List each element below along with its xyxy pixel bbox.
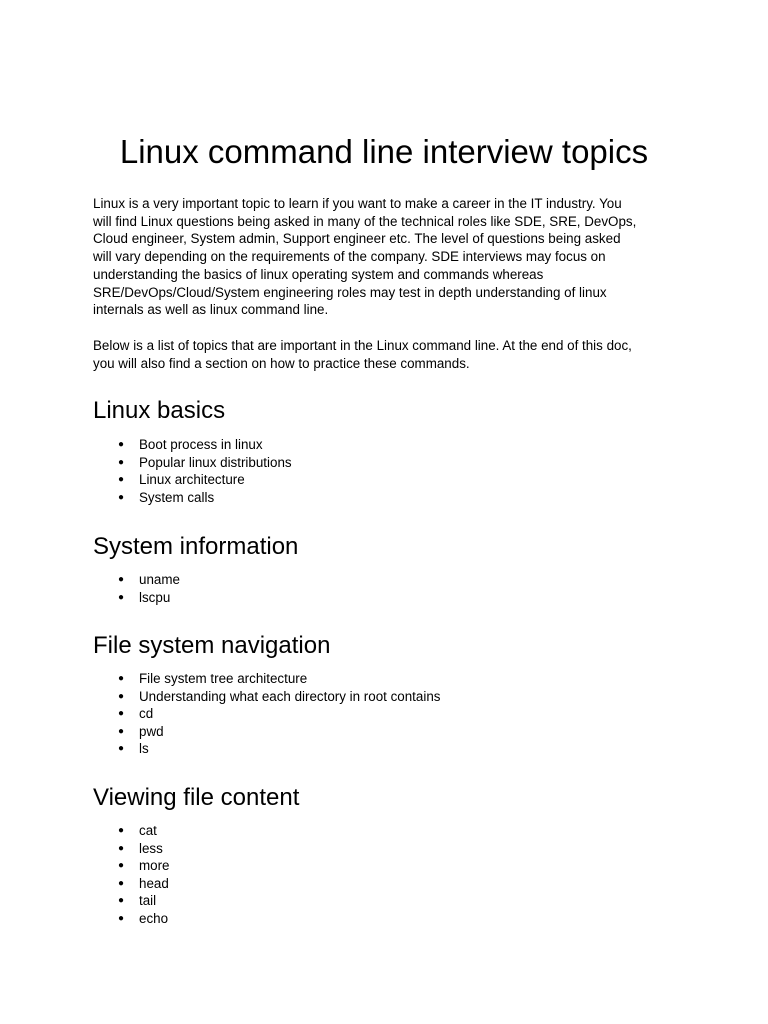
intro-paragraph xyxy=(93,195,683,319)
list-item xyxy=(93,705,440,723)
section-list-file-system-navigation xyxy=(93,670,440,758)
list-item-label: uname xyxy=(139,572,180,587)
list-item xyxy=(93,436,292,454)
bullet-icon: ● xyxy=(117,673,125,684)
list-item-label: lscpu xyxy=(139,589,171,605)
list-item xyxy=(93,688,440,706)
intro-line: Cloud engineer, System admin, Support engineer etc. The level of questions being asked xyxy=(93,231,621,247)
list-item xyxy=(93,571,180,589)
section-list-viewing-file-content xyxy=(93,822,170,928)
bullet-icon: ● xyxy=(117,877,125,889)
bullet-icon: ● xyxy=(117,895,125,907)
intro-line: understanding the basics of linux operating system and commands whereas xyxy=(93,266,544,282)
list-item-label: less xyxy=(139,840,163,856)
list-item xyxy=(93,454,292,472)
bullet-icon: ● xyxy=(117,743,125,755)
list-item-label: Understanding what each directory in root contains xyxy=(139,688,441,704)
list-item xyxy=(93,740,440,758)
bullet-icon: ● xyxy=(117,491,125,503)
bullet-icon: ● xyxy=(117,842,125,854)
list-item-label: echo xyxy=(139,910,169,926)
bullet-icon: ● xyxy=(117,456,125,468)
note-line: you will also find a section on how to practice these commands. xyxy=(93,355,470,371)
list-item-label: File system tree architecture xyxy=(139,671,308,686)
list-item-label: Linux architecture xyxy=(139,472,245,488)
list-item-label: head xyxy=(139,875,169,891)
list-item xyxy=(93,723,440,741)
list-item xyxy=(93,489,292,507)
list-item xyxy=(93,892,170,910)
list-item-label: Boot process in linux xyxy=(139,437,263,452)
list-item-label: cat xyxy=(139,823,157,838)
section-heading-viewing-file-content: Viewing file content xyxy=(93,784,300,811)
bullet-icon: ● xyxy=(117,474,125,486)
bullet-icon: ● xyxy=(117,690,125,702)
section-list-system-information xyxy=(93,571,180,606)
section-heading-system-information: System information xyxy=(93,533,299,560)
topics-note-paragraph xyxy=(93,337,683,372)
list-item-label: ls xyxy=(139,741,149,757)
section-list-linux-basics xyxy=(93,436,292,506)
list-item-label: more xyxy=(139,858,170,874)
intro-line: internals as well as linux command line. xyxy=(93,302,329,318)
list-item-label: tail xyxy=(139,893,157,909)
bullet-icon: ● xyxy=(117,912,125,924)
section-heading-file-system-navigation: File system navigation xyxy=(93,632,331,659)
list-item-label: pwd xyxy=(139,723,164,739)
bullet-icon: ● xyxy=(117,574,125,585)
list-item xyxy=(93,822,170,840)
list-item xyxy=(93,910,170,928)
list-item xyxy=(93,875,170,893)
list-item xyxy=(93,670,440,688)
bullet-icon: ● xyxy=(117,725,125,737)
list-item xyxy=(93,857,170,875)
intro-line: SRE/DevOps/Cloud/System engineering roles may test in depth understanding of linux xyxy=(93,284,607,300)
intro-line: will find Linux questions being asked in many of the technical roles like SDE, SRE, DevOps, xyxy=(93,213,637,229)
list-item xyxy=(93,471,292,489)
note-line: Below is a list of topics that are important in the Linux command line. At the end of this doc, xyxy=(93,338,632,353)
bullet-icon: ● xyxy=(117,708,125,720)
intro-line: will vary depending on the requirements of the company. SDE interviews may focus on xyxy=(93,249,606,265)
list-item xyxy=(93,840,170,858)
page-title: Linux command line interview topics xyxy=(119,133,649,170)
bullet-icon: ● xyxy=(117,825,125,836)
list-item-label: Popular linux distributions xyxy=(139,454,292,470)
bullet-icon: ● xyxy=(117,439,125,450)
intro-line: Linux is a very important topic to learn if you want to make a career in the IT industry. You xyxy=(93,196,622,211)
list-item-label: System calls xyxy=(139,489,215,505)
bullet-icon: ● xyxy=(117,860,125,872)
list-item xyxy=(93,589,180,607)
bullet-icon: ● xyxy=(117,591,125,603)
list-item-label: cd xyxy=(139,706,154,722)
section-heading-linux-basics: Linux basics xyxy=(93,397,226,424)
